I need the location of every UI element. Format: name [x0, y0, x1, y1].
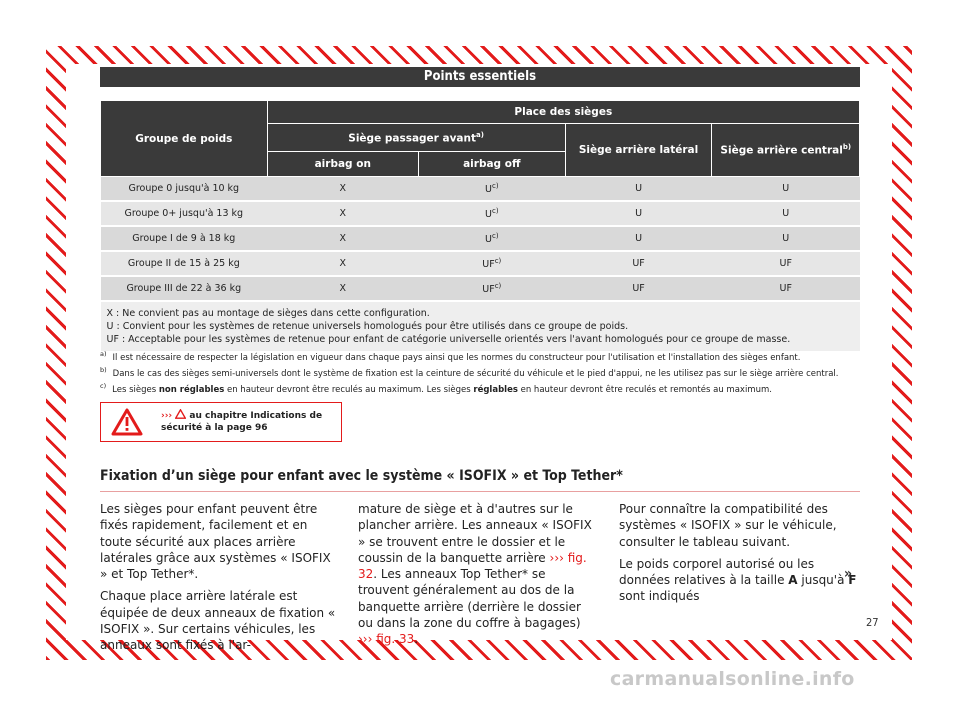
footnote-b: $^{b)}$ Dans le cas des sièges semi-universels dont le système de fixation est la ceinture de sécurité du véhicule et le pied d'appui, ne les utilisez pas sur le siège arrière central. [100, 366, 839, 379]
cell-groupe: Groupe I de 9 à 18 kg [101, 226, 268, 251]
cell-lateral: U [565, 226, 712, 251]
figure-link-32[interactable]: ››› fig. 32 [358, 550, 587, 582]
cell-airbag-on: X [267, 226, 418, 251]
cell-airbag-off: $U^{c)}$ [418, 201, 565, 226]
cell-central: U [712, 177, 860, 202]
paragraph: Pour connaître la compatibilité des systèmes « ISOFIX » sur le véhicule, consulter le tableau suivant. [619, 502, 837, 549]
cell-airbag-on: X [267, 276, 418, 301]
cell-airbag-off: $U^{c)}$ [418, 177, 565, 202]
cell-airbag-on: X [267, 201, 418, 226]
section-banner: Points essentiels [100, 67, 860, 87]
section-title: Fixation d’un siège pour enfant avec le système « ISOFIX » et Top Tether* [100, 468, 623, 484]
cell-airbag-off: UF$^{c)}$ [418, 251, 565, 276]
header-lateral: Siège arrière latéral [565, 124, 712, 177]
paragraph: Le poids corporel autorisé ou les données relatives à la taille A jusqu'à F sont indiqués [619, 556, 857, 604]
table-row [101, 251, 860, 276]
table-row [101, 276, 860, 301]
child-seat-table [100, 100, 860, 353]
header-groupe: Groupe de poids [101, 101, 268, 177]
header-airbag-off: airbag off [418, 152, 565, 177]
header-place: Place des sièges [267, 101, 859, 124]
warning-text[interactable]: ››› au chapitre Indications de sécurité à la page 96 [161, 411, 323, 433]
page [66, 64, 892, 653]
cell-airbag-on: X [267, 251, 418, 276]
cell-groupe: Groupe III de 22 à 36 kg [101, 276, 268, 301]
page-number: 27 [866, 616, 879, 629]
cell-central: UF [712, 276, 860, 301]
continue-marker: » [844, 566, 853, 582]
text-column-3 [619, 501, 859, 611]
cell-central: U [712, 226, 860, 251]
cell-lateral: U [565, 201, 712, 226]
footnote-a: $^{a)}$ Il est nécessaire de respecter la législation en vigueur dans chaque pays ainsi que les normes du constructeur pour l'utilisation et l'installation des sièges enfant. [100, 350, 801, 363]
text-column-2 [358, 501, 598, 654]
section-divider [100, 491, 860, 492]
footnote-c: $^{c)}$ Les sièges non réglables en hauteur devront être reculés au maximum. Les sièges réglables en hauteur devront être reculés et remontés au maximum. [100, 382, 772, 395]
cell-central: U [712, 201, 860, 226]
header-central: Siège arrière central$^{b)}$ [712, 124, 860, 177]
paragraph: Les sièges pour enfant peuvent être fixés rapidement, facilement et en toute sécurité aux places arrière latérales grâce aux systèmes « ISOFIX » et Top Tether*. [100, 502, 331, 582]
warning-triangle-icon [111, 408, 143, 436]
cell-airbag-on: X [267, 177, 418, 202]
cell-groupe: Groupe 0+ jusqu'à 13 kg [101, 201, 268, 226]
cell-central: UF [712, 251, 860, 276]
watermark: carmanualsonline.info [610, 668, 855, 690]
header-passager: Siège passager avant$^{a)}$ [267, 124, 565, 152]
cell-airbag-off: $U^{c)}$ [418, 226, 565, 251]
legend-u: U : Convient pour les systèmes de retenue universels homologués pour être utilisés dans ce groupe de poids. [106, 321, 629, 332]
cell-groupe: Groupe 0 jusqu'à 10 kg [101, 177, 268, 202]
paragraph: Chaque place arrière latérale est équipée de deux anneaux de fixation « ISOFIX ». Sur certains véhicules, les anneaux sont fixés à l'ar- [100, 589, 336, 653]
table-legend [101, 301, 860, 352]
paragraph: mature de siège et à d'autres sur le plancher arrière. Les anneaux « ISOFIX » se trouvent entre le dossier et le coussin de la banquette arrière ››› fig. 32. Les anneaux Top Tether* se trouvent généralement au dos de la banquette arrière (derrière le dossier ou dans la zone du coffre à bagages) ››› fig. 33. [358, 502, 592, 647]
warning-small-icon [175, 409, 186, 419]
cell-lateral: U [565, 177, 712, 202]
header-airbag-on: airbag on [267, 152, 418, 177]
legend-uf: UF : Acceptable pour les systèmes de retenue pour enfant de catégorie universelle orientés vers l'avant homologués pour ce groupe de masse. [106, 334, 791, 345]
table-row [101, 201, 860, 226]
cell-lateral: UF [565, 251, 712, 276]
legend-x: X : Ne convient pas au montage de sièges dans cette configuration. [106, 308, 430, 319]
table-row [101, 226, 860, 251]
cell-lateral: UF [565, 276, 712, 301]
figure-link-33[interactable]: ››› fig. 33 [358, 632, 415, 647]
text-column-1 [100, 501, 340, 660]
cell-groupe: Groupe II de 15 à 25 kg [101, 251, 268, 276]
warning-box [100, 402, 342, 442]
table-row [101, 177, 860, 202]
cell-airbag-off: UF$^{c)}$ [418, 276, 565, 301]
